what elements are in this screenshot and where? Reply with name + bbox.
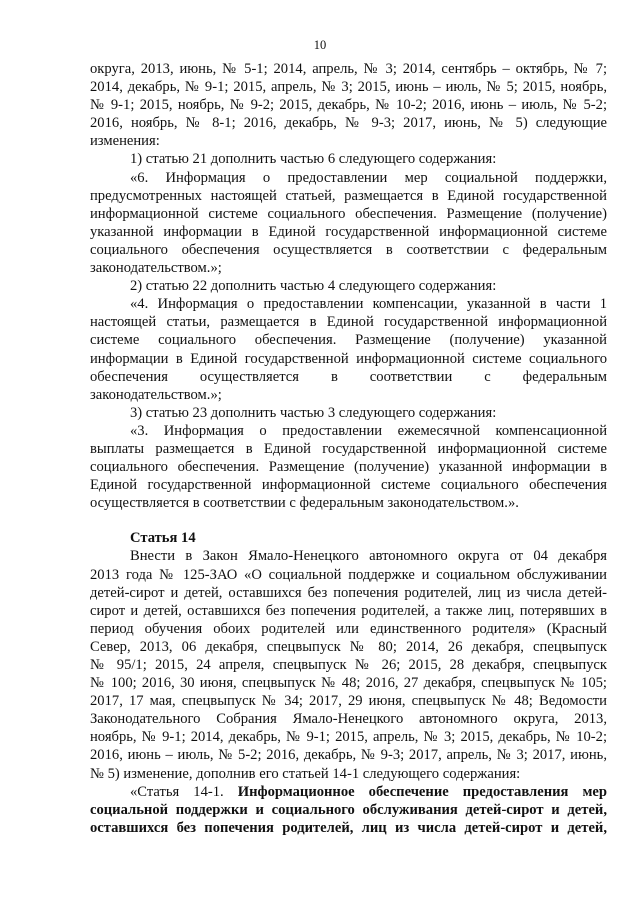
text-line: изменения: bbox=[90, 133, 160, 150]
text-line: законодательством.»; bbox=[90, 386, 222, 403]
text-line: указанной информации в Единой государственной информационной системе bbox=[90, 223, 607, 240]
text-line: ноябрь, № 9-1; 2014, декабрь, № 9-1; 2015, апрель, № 3; 2015, декабрь, № 10-2; bbox=[90, 729, 607, 746]
text-line: «4. Информация о предоставлении компенсации, указанной в части 1 bbox=[130, 296, 607, 313]
text-line: «6. Информация о предоставлении мер социальной поддержки, bbox=[130, 169, 607, 186]
item-2-title: 2) статью 22 дополнить частью 4 следующего содержания: bbox=[130, 278, 497, 295]
text-line: социального обеспечения осуществляется в соответствии с федеральным bbox=[90, 241, 607, 258]
text-line: № 100; 2016, 30 июня, спецвыпуск № 48; 2016, 27 декабря, спецвыпуск № 105; bbox=[90, 675, 607, 692]
text-line: 2013 года № 125-ЗАО «О социальной поддержке и социальном обслуживании bbox=[90, 566, 607, 583]
spacer bbox=[90, 512, 607, 529]
text-line: настоящей статьи, размещается в Единой государственной информационной bbox=[90, 314, 607, 331]
new-article-title-bold: Информационное обеспечение предоставления мер bbox=[237, 783, 607, 800]
text-line: системе социального обеспечения. Размещение (получение) указанной bbox=[90, 332, 607, 349]
text-line: сирот и детей, оставшихся без попечения родителей, а также лиц, потерявших в bbox=[90, 602, 607, 619]
text-line: 2017, 17 мая, спецвыпуск № 34; 2017, 29 июня, спецвыпуск № 48; Ведомости bbox=[90, 693, 607, 710]
text-line: период обучения обоих родителей или единственного родителя» (Красный bbox=[90, 620, 607, 637]
text-line: № 95/1; 2015, 24 апреля, спецвыпуск № 26; 2015, 28 декабря, спецвыпуск bbox=[90, 657, 607, 673]
text-line: Единой государственной информационной системе социального обеспечения bbox=[90, 477, 607, 494]
text-line: детей-сирот и детей, оставшихся без попечения родителей, лиц из числа детей- bbox=[90, 584, 607, 601]
item-1-title: 1) статью 21 дополнить частью 6 следующего содержания: bbox=[130, 151, 497, 168]
text-line: обеспечения осуществляется в соответствии с федеральным bbox=[90, 368, 607, 385]
text-line: информации в Единой государственной информационной системе социального bbox=[90, 350, 607, 367]
text-line: «3. Информация о предоставлении ежемесячной компенсационной bbox=[130, 422, 607, 439]
text-line: Север, 2013, 06 декабря, спецвыпуск № 80; 2014, 26 декабря, спецвыпуск bbox=[90, 638, 607, 655]
text-line: округа, 2013, июнь, № 5-1; 2014, апрель, № 3; 2014, сентябрь – октябрь, № 7; bbox=[90, 61, 607, 77]
text-line: социального обеспечения. Размещение (получение) указанной информации в bbox=[90, 459, 607, 476]
text-line: информационной системе социального обеспечения. Размещение (получение) bbox=[90, 205, 607, 222]
text-line: Законодательного Собрания Ямало-Ненецкого автономного округа, 2013, bbox=[90, 711, 607, 728]
item-3-title: 3) статью 23 дополнить частью 3 следующего содержания: bbox=[130, 404, 497, 421]
text-line: Внести в Закон Ямало-Ненецкого автономного округа от 04 декабря bbox=[130, 548, 607, 565]
text-line: осуществляется в соответствии с федеральным законодательством.». bbox=[90, 495, 519, 512]
new-article-title-line: социальной поддержки и социального обслуживания детей-сирот и детей, bbox=[90, 801, 607, 818]
text-line: 2016, ноябрь, № 8-1; 2016, декабрь, № 9-3; 2017, июнь, № 5) следующие bbox=[90, 115, 607, 132]
page-number: 10 bbox=[313, 38, 327, 52]
text-line: выплаты размещается в Единой государственной информационной системе bbox=[90, 440, 607, 457]
new-article-prefix: «Статья 14-1. bbox=[130, 783, 238, 800]
text-line: 2016, июнь – июль, № 5-2; 2016, декабрь, № 9-3; 2017, апрель, № 3; 2017, июнь, bbox=[90, 747, 607, 764]
text-line: 2014, декабрь, № 9-1; 2015, апрель, № 3; 2015, июнь – июль, № 5; 2015, ноябрь, bbox=[90, 79, 607, 96]
text-line: № 5) изменение, дополнив его статьей 14-1 следующего содержания: bbox=[90, 765, 521, 782]
new-article-title-line bbox=[90, 783, 607, 801]
text-line: предусмотренных настоящей статьей, размещается в Единой государственной bbox=[90, 187, 607, 204]
text-line: № 9-1; 2015, ноябрь, № 9-2; 2015, декабрь, № 10-2; 2016, июнь – июль, № 5-2; bbox=[90, 97, 607, 114]
new-article-title-line: оставшихся без попечения родителей, лиц из числа детей-сирот и детей, bbox=[90, 819, 607, 836]
text-line: законодательством.»; bbox=[90, 260, 222, 277]
document-body bbox=[90, 60, 607, 837]
article-heading: Статья 14 bbox=[130, 530, 196, 547]
